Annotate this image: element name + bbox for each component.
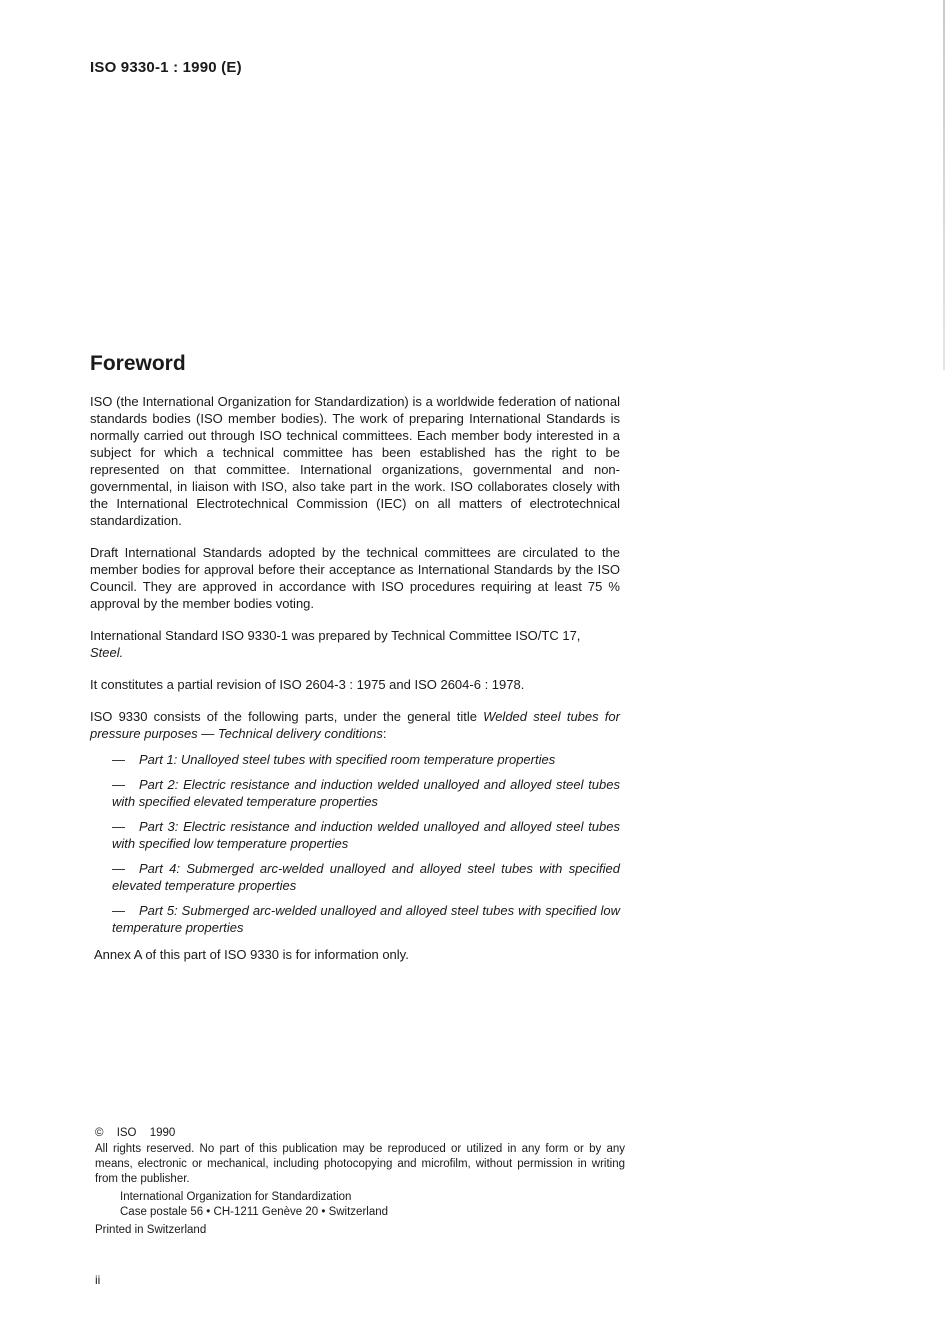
paragraph-iso-intro: ISO (the International Organization for Standardization) is a worldwide federation of national standards bodies (ISO member bodies). The work of preparing International Standards is normally carried out through ISO technical committees. Each member body interested in a subject for which a technical committee has been established has the right to be represented on that committee. International organizations, governmental and non-governmental, in liaison with ISO, also take part in the work. ISO collaborates closely with the International Electrotechnical Commission (IEC) on all matters of electrotechnical standardization.: [90, 394, 620, 528]
document-id-header: ISO 9330-1 : 1990 (E): [90, 59, 242, 76]
org-address: Case postale 56 • CH-1211 Genève 20 • Switzerland: [120, 1206, 389, 1218]
foreword-body: [90, 393, 620, 978]
committee-name: Steel.: [90, 645, 124, 660]
page-number: ii: [95, 1273, 101, 1287]
list-item: — Part 5: Submerged arc-welded unalloyed and alloyed steel tubes with specified low temperature properties: [112, 903, 620, 935]
copyright-block: [95, 1126, 625, 1238]
paragraph-draft-standards: Draft International Standards adopted by the technical committees are circulated to the member bodies for approval before their acceptance as International Standards by the ISO Council. They are approved in accordance with ISO procedures requiring at least 75 % approval by the member bodies voting.: [90, 545, 620, 611]
list-item: — Part 2: Electric resistance and induction welded unalloyed and alloyed steel tubes with specified elevated temperature properties: [112, 777, 620, 809]
parts-intro-colon: :: [382, 726, 387, 741]
paragraph-revision: It constitutes a partial revision of ISO 2604-3 : 1975 and ISO 2604-6 : 1978.: [90, 677, 525, 692]
copyright-org: ISO: [116, 1127, 137, 1139]
parts-list: [90, 751, 620, 936]
part-5-text: Part 5: Submerged arc-welded unalloyed and alloyed steel tubes with specified low temperature properties: [112, 903, 620, 935]
copyright-symbol: ©: [95, 1127, 104, 1139]
parts-intro-text: ISO 9330 consists of the following parts, under the general title: [90, 709, 477, 724]
prepared-by-text: International Standard ISO 9330-1 was prepared by Technical Committee ISO/TC 17,: [90, 628, 581, 643]
list-item: — Part 4: Submerged arc-welded unalloyed and alloyed steel tubes with specified elevated temperature properties: [112, 861, 620, 893]
part-1-text: Part 1: Unalloyed steel tubes with specified room temperature properties: [139, 752, 556, 767]
rights-statement: All rights reserved. No part of this publication may be reproduced or utilized in any form or by any means, electronic or mechanical, including photocopying and microfilm, without permission in writing from the publisher.: [95, 1143, 625, 1185]
list-item: — Part 3: Electric resistance and induction welded unalloyed and alloyed steel tubes with specified low temperature properties: [112, 819, 620, 851]
copyright-line: [95, 1126, 625, 1141]
paragraph-prepared-by: [90, 627, 620, 661]
org-name: International Organization for Standardization: [120, 1191, 352, 1203]
part-3-text: Part 3: Electric resistance and induction welded unalloyed and alloyed steel tubes with specified low temperature properties: [112, 819, 620, 851]
paragraph-annex-note: Annex A of this part of ISO 9330 is for information only.: [94, 947, 409, 962]
general-title: Welded steel tubes for pressure purposes — Technical delivery conditions: [90, 709, 620, 741]
printed-in: Printed in Switzerland: [95, 1224, 207, 1236]
section-title: Foreword: [90, 352, 186, 375]
paragraph-parts-intro: [90, 708, 620, 742]
scan-edge-line: [943, 0, 945, 370]
part-4-text: Part 4: Submerged arc-welded unalloyed and alloyed steel tubes with specified elevated temperature properties: [112, 861, 620, 893]
copyright-year: 1990: [149, 1127, 176, 1139]
list-item: — Part 1: Unalloyed steel tubes with specified room temperature properties: [112, 752, 556, 767]
part-2-text: Part 2: Electric resistance and induction welded unalloyed and alloyed steel tubes with specified elevated temperature properties: [112, 777, 620, 809]
